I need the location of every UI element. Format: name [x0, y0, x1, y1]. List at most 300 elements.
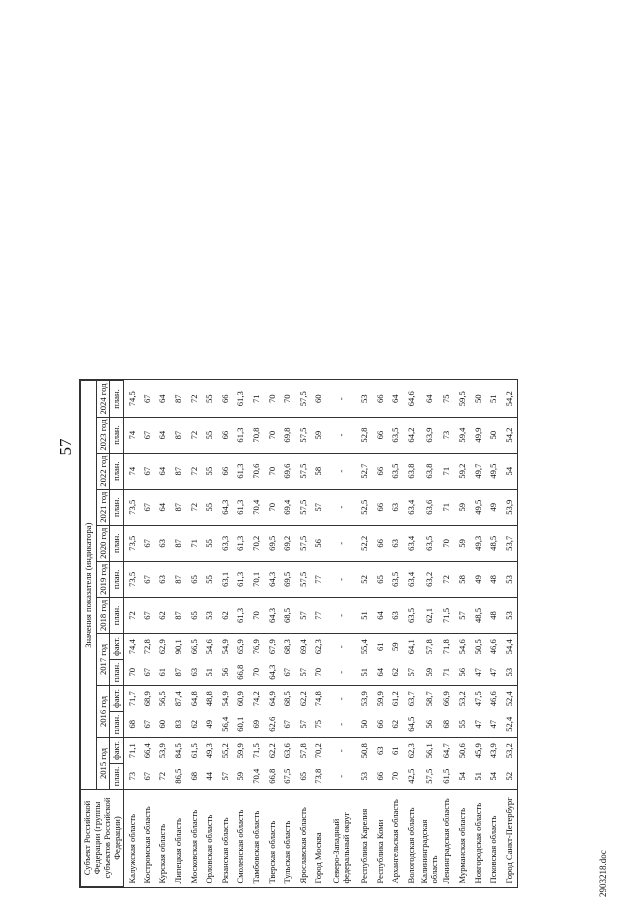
value-cell: 70: [248, 660, 264, 686]
value-cell: 51: [356, 597, 372, 633]
value-cell: 63,4: [403, 489, 419, 525]
value-cell: 87: [170, 381, 186, 417]
value-cell: 49: [485, 489, 501, 525]
value-cell: 64: [372, 597, 388, 633]
value-cell: 48: [485, 597, 501, 633]
value-cell: -: [326, 660, 356, 686]
table-row: [264, 381, 280, 887]
value-cell: 61: [390, 746, 401, 756]
value-cell: 57,5: [419, 764, 439, 790]
year-header: 2019 год: [96, 561, 110, 597]
value-cell: 66,9: [441, 691, 452, 707]
value-cell: 67: [139, 489, 155, 525]
values-title: Значения показателя (индикатора): [81, 381, 97, 790]
region-name: Орловская область: [201, 790, 217, 887]
value-cell: 66,8: [264, 764, 280, 790]
value-cell: 50: [356, 712, 372, 738]
plan-label: план.: [110, 660, 124, 686]
value-cell: 68: [186, 764, 202, 790]
value-cell: 52,2: [356, 525, 372, 561]
value-cell: 64,3: [217, 489, 233, 525]
value-cell: 63: [186, 660, 202, 686]
value-cell: 70: [248, 597, 264, 633]
value-cell: 57,5: [295, 453, 311, 489]
region-name: Ярославская область: [295, 790, 311, 887]
value-cell: 59,9: [235, 743, 246, 759]
value-cell: 62: [155, 597, 171, 633]
table-row: [356, 381, 372, 887]
value-cell: 70,2: [313, 743, 324, 759]
value-cell: 64,3: [264, 597, 280, 633]
value-cell: 59: [419, 660, 439, 686]
value-cell: 64: [419, 381, 439, 417]
region-name: Тверская область: [264, 790, 280, 887]
value-cell: 57,8: [297, 743, 308, 759]
value-cell: 56: [454, 660, 470, 686]
subject-column-header: Субъект Российской Федерации (группы субъектов Российской Федерации): [81, 790, 124, 887]
value-cell: 64,9: [266, 691, 277, 707]
table-row: [311, 381, 327, 887]
year-header: 2018 год: [96, 597, 110, 633]
value-cell: 64,2: [403, 417, 419, 453]
value-cell: 47,5: [472, 691, 483, 707]
value-cell: 71: [439, 489, 455, 525]
value-cell: 51: [356, 660, 372, 686]
value-cell: 73,5: [124, 489, 140, 525]
value-cell: 55: [201, 525, 217, 561]
value-cell: 66: [217, 417, 233, 453]
value-cell: 65: [186, 597, 202, 633]
value-cell: 74,5: [124, 381, 140, 417]
value-cell: -: [326, 525, 356, 561]
value-cell: 62,2: [297, 691, 308, 707]
table-row: [501, 381, 517, 887]
region-name: Липецкая область: [170, 790, 186, 887]
page-number: 57: [56, 438, 75, 456]
region-name: Республика Коми: [372, 790, 388, 887]
value-cell: 70: [124, 660, 140, 686]
value-cell: 61,2: [390, 691, 401, 707]
region-name: Костромская область: [139, 790, 155, 887]
value-cell: 59,5: [454, 381, 470, 417]
value-cell: 53: [356, 381, 372, 417]
value-cell: 66: [217, 453, 233, 489]
value-cell: 68,3: [282, 639, 293, 655]
value-cell: 63,1: [217, 561, 233, 597]
value-cell: 71,5: [251, 743, 262, 759]
value-cell: 70,6: [248, 453, 264, 489]
region-name: Калужская область: [124, 790, 140, 887]
value-cell: 54: [485, 764, 501, 790]
value-cell: 63,5: [387, 453, 403, 489]
value-cell: 55: [201, 453, 217, 489]
value-cell: -: [336, 749, 347, 753]
value-cell: 48,5: [470, 597, 486, 633]
value-cell: 49,5: [485, 453, 501, 489]
value-cell: 62,3: [313, 639, 324, 655]
value-cell: 64: [155, 453, 171, 489]
value-cell: 60,1: [233, 712, 249, 738]
value-cell: 63,4: [403, 561, 419, 597]
value-cell: 53,2: [503, 743, 514, 759]
value-cell: 59: [311, 417, 327, 453]
value-cell: 63,6: [282, 743, 293, 759]
table-row: [439, 381, 455, 887]
value-cell: 61: [374, 642, 385, 652]
value-cell: 52,7: [356, 453, 372, 489]
value-cell: 70: [264, 453, 280, 489]
value-cell: 49: [470, 561, 486, 597]
value-cell: 68: [439, 712, 455, 738]
value-cell: 71,1: [124, 738, 140, 764]
document-id: 2903218.doc: [598, 850, 608, 897]
value-cell: 52,8: [356, 417, 372, 453]
value-cell: 48,8: [204, 691, 215, 707]
value-cell: 51: [201, 660, 217, 686]
value-cell: 47: [470, 660, 486, 686]
value-cell: 72: [186, 381, 202, 417]
value-cell: 54: [454, 764, 470, 790]
value-cell: 59,2: [454, 453, 470, 489]
value-cell: 70: [264, 417, 280, 453]
value-cell: 74,2: [251, 691, 262, 707]
value-cell: 63,5: [419, 525, 439, 561]
value-cell: 70: [264, 489, 280, 525]
value-cell: 69,4: [279, 489, 295, 525]
value-cell: 87: [170, 561, 186, 597]
value-cell: 67: [139, 417, 155, 453]
value-cell: 57: [403, 660, 419, 686]
region-name: Архангельская область: [387, 790, 403, 887]
value-cell: 57,5: [295, 381, 311, 417]
year-header: 2015 год: [96, 738, 110, 790]
region-name: Смоленская область: [233, 790, 249, 887]
value-cell: 54,9: [219, 691, 230, 707]
value-cell: 64,7: [441, 743, 452, 759]
value-cell: 50,8: [359, 743, 370, 759]
value-cell: 66: [372, 381, 388, 417]
value-cell: 72: [186, 453, 202, 489]
value-cell: 57: [217, 764, 233, 790]
value-cell: 73: [439, 417, 455, 453]
value-cell: 71,8: [441, 639, 452, 655]
plan-label: план.: [110, 381, 124, 417]
table-row: [485, 381, 501, 887]
value-cell: 74: [124, 453, 140, 489]
value-cell: 52,5: [356, 489, 372, 525]
value-cell: 70: [387, 764, 403, 790]
value-cell: 53: [201, 597, 217, 633]
indicator-table: [80, 380, 517, 887]
value-cell: 67,9: [266, 639, 277, 655]
value-cell: 53,7: [501, 525, 517, 561]
value-cell: 62,2: [266, 743, 277, 759]
value-cell: 84,5: [173, 743, 184, 759]
year-header: 2020 год: [96, 525, 110, 561]
year-header: 2023 год: [96, 417, 110, 453]
value-cell: 56,4: [217, 712, 233, 738]
table-body: [124, 381, 517, 887]
value-cell: 50: [470, 381, 486, 417]
value-cell: 66: [372, 417, 388, 453]
value-cell: 71: [186, 525, 202, 561]
value-cell: 46,6: [488, 691, 499, 707]
value-cell: 87: [170, 525, 186, 561]
value-cell: 67: [279, 660, 295, 686]
value-cell: 56,5: [157, 691, 168, 707]
value-cell: 65,9: [235, 639, 246, 655]
table-row: [403, 381, 419, 887]
value-cell: 58,7: [423, 691, 434, 707]
value-cell: 60: [155, 712, 171, 738]
value-cell: -: [326, 561, 356, 597]
value-cell: 61,3: [233, 381, 249, 417]
value-cell: 57,8: [423, 639, 434, 655]
table-row: [454, 381, 470, 887]
value-cell: 71: [439, 453, 455, 489]
region-name: Новгородская область: [470, 790, 486, 887]
value-cell: 44: [201, 764, 217, 790]
value-cell: 76,9: [251, 639, 262, 655]
value-cell: 57,5: [295, 561, 311, 597]
value-cell: 65: [186, 561, 202, 597]
plan-label: план.: [110, 597, 124, 633]
region-name: Северо-Западный федеральный округ: [326, 790, 356, 887]
fact-label: факт.: [110, 738, 124, 764]
value-cell: 64,3: [264, 660, 280, 686]
value-cell: 72: [124, 597, 140, 633]
value-cell: 74: [124, 417, 140, 453]
value-cell: 56: [419, 712, 439, 738]
value-cell: -: [326, 417, 356, 453]
value-cell: 49,3: [204, 743, 215, 759]
value-cell: 66: [372, 489, 388, 525]
value-cell: 54,4: [503, 639, 514, 655]
value-cell: 61,3: [233, 597, 249, 633]
fact-label: факт.: [110, 634, 124, 660]
value-cell: 66: [372, 764, 388, 790]
value-cell: 51: [470, 764, 486, 790]
value-cell: 59: [390, 642, 401, 652]
table-row: [217, 381, 233, 887]
value-cell: 50,5: [472, 639, 483, 655]
value-cell: 59: [454, 489, 470, 525]
value-cell: 87,4: [173, 691, 184, 707]
value-cell: 86,5: [170, 764, 186, 790]
value-cell: 72: [155, 764, 171, 790]
table-row: [387, 381, 403, 887]
value-cell: 63: [387, 489, 403, 525]
value-cell: 57: [295, 660, 311, 686]
plan-label: план.: [110, 764, 124, 790]
value-cell: 70,2: [248, 525, 264, 561]
value-cell: 72: [186, 417, 202, 453]
value-cell: 57,5: [295, 489, 311, 525]
region-name: Город Москва: [311, 790, 327, 887]
value-cell: -: [326, 764, 356, 790]
value-cell: -: [326, 453, 356, 489]
value-cell: 65: [372, 561, 388, 597]
table-row: [186, 381, 202, 887]
value-cell: 53,2: [456, 691, 467, 707]
value-cell: 62,1: [419, 597, 439, 633]
value-cell: 66: [372, 712, 388, 738]
value-cell: 66,5: [188, 639, 199, 655]
value-cell: 52,4: [501, 712, 517, 738]
table-row: [170, 381, 186, 887]
value-cell: 61,3: [233, 489, 249, 525]
value-cell: 67: [139, 764, 155, 790]
value-cell: 67: [139, 381, 155, 417]
value-cell: 75: [311, 712, 327, 738]
value-cell: 53: [501, 561, 517, 597]
region-name: Город Санкт-Петербург: [501, 790, 517, 887]
value-cell: -: [336, 697, 347, 701]
value-cell: 63,2: [419, 561, 439, 597]
value-cell: 73,5: [124, 561, 140, 597]
value-cell: 42,5: [403, 764, 419, 790]
value-cell: 69: [248, 712, 264, 738]
value-cell: 54,6: [204, 639, 215, 655]
value-cell: 61,3: [233, 453, 249, 489]
value-cell: 69,2: [279, 525, 295, 561]
table-row: [470, 381, 486, 887]
value-cell: 55,4: [359, 639, 370, 655]
value-cell: 56: [217, 660, 233, 686]
value-cell: 60: [311, 381, 327, 417]
value-cell: 87: [170, 597, 186, 633]
value-cell: 63,8: [419, 453, 439, 489]
value-cell: 70,4: [248, 489, 264, 525]
region-name: Московская область: [186, 790, 202, 887]
value-cell: 72: [186, 489, 202, 525]
value-cell: 62: [217, 597, 233, 633]
value-cell: 63,7: [405, 691, 416, 707]
table-row: [124, 381, 140, 887]
value-cell: 57: [454, 597, 470, 633]
value-cell: 73,8: [311, 764, 327, 790]
value-cell: 52: [501, 764, 517, 790]
plan-label: план.: [110, 525, 124, 561]
value-cell: 70: [279, 381, 295, 417]
table-row: [248, 381, 264, 887]
region-name: Калининградская область: [419, 790, 439, 887]
value-cell: 71: [439, 660, 455, 686]
value-cell: 63: [155, 561, 171, 597]
region-name: Курская область: [155, 790, 171, 887]
region-name: Псковская область: [485, 790, 501, 887]
value-cell: 70,1: [248, 561, 264, 597]
value-cell: 49: [201, 712, 217, 738]
value-cell: 53,9: [157, 743, 168, 759]
value-cell: 64,5: [403, 712, 419, 738]
table-row: [326, 381, 356, 887]
value-cell: 58: [311, 453, 327, 489]
value-cell: 57: [295, 712, 311, 738]
value-cell: 60,9: [235, 691, 246, 707]
value-cell: 57: [295, 597, 311, 633]
region-name: Тамбовская область: [248, 790, 264, 887]
value-cell: 73,5: [124, 525, 140, 561]
value-cell: 47: [485, 660, 501, 686]
value-cell: 64: [155, 381, 171, 417]
value-cell: 67: [139, 525, 155, 561]
value-cell: 47: [485, 712, 501, 738]
value-cell: 49,3: [470, 525, 486, 561]
value-cell: -: [326, 597, 356, 633]
value-cell: 69,5: [264, 525, 280, 561]
value-cell: 47: [470, 712, 486, 738]
value-cell: 67: [139, 597, 155, 633]
value-cell: 64: [372, 660, 388, 686]
value-cell: 64: [155, 417, 171, 453]
value-cell: 64: [387, 381, 403, 417]
value-cell: 46,6: [488, 639, 499, 655]
table-row: [419, 381, 439, 887]
value-cell: 77: [311, 561, 327, 597]
value-cell: 67: [139, 561, 155, 597]
value-cell: 63: [155, 525, 171, 561]
value-cell: 68,5: [282, 691, 293, 707]
plan-label: план.: [110, 561, 124, 597]
value-cell: 64,8: [188, 691, 199, 707]
region-name: Тульская область: [279, 790, 295, 887]
value-cell: 70: [311, 660, 327, 686]
value-cell: 87: [170, 453, 186, 489]
value-cell: 63,5: [387, 417, 403, 453]
value-cell: 49,7: [470, 453, 486, 489]
table-row: [201, 381, 217, 887]
value-cell: 70: [439, 525, 455, 561]
value-cell: 55: [201, 561, 217, 597]
value-cell: 71: [248, 381, 264, 417]
table-row: [155, 381, 171, 887]
value-cell: 66: [372, 453, 388, 489]
value-cell: 63,8: [403, 453, 419, 489]
value-cell: 48: [485, 561, 501, 597]
table-row: [372, 381, 388, 887]
value-cell: 54,2: [501, 381, 517, 417]
value-cell: 63,5: [387, 561, 403, 597]
value-cell: 66,4: [141, 743, 152, 759]
value-cell: 62: [387, 712, 403, 738]
value-cell: -: [326, 489, 356, 525]
value-cell: 70,4: [248, 764, 264, 790]
value-cell: 50: [485, 417, 501, 453]
value-cell: -: [326, 381, 356, 417]
value-cell: 43,9: [488, 743, 499, 759]
value-cell: 57,5: [295, 417, 311, 453]
value-cell: 67: [139, 453, 155, 489]
value-cell: 59: [454, 525, 470, 561]
value-cell: 61,3: [233, 417, 249, 453]
value-cell: 63,6: [419, 489, 439, 525]
region-name: Вологодская область: [403, 790, 419, 887]
value-cell: 62,3: [405, 743, 416, 759]
value-cell: 63: [374, 746, 385, 756]
value-cell: 87: [170, 660, 186, 686]
value-cell: 69,8: [279, 417, 295, 453]
region-name: Ленинградская область: [439, 790, 455, 887]
value-cell: 64,6: [403, 381, 419, 417]
value-cell: 69,4: [297, 639, 308, 655]
region-name: Мурманская область: [454, 790, 470, 887]
value-cell: 71,7: [124, 686, 140, 712]
value-cell: 64,3: [264, 561, 280, 597]
value-cell: 53,9: [359, 691, 370, 707]
value-cell: 83: [170, 712, 186, 738]
value-cell: 64: [155, 489, 171, 525]
